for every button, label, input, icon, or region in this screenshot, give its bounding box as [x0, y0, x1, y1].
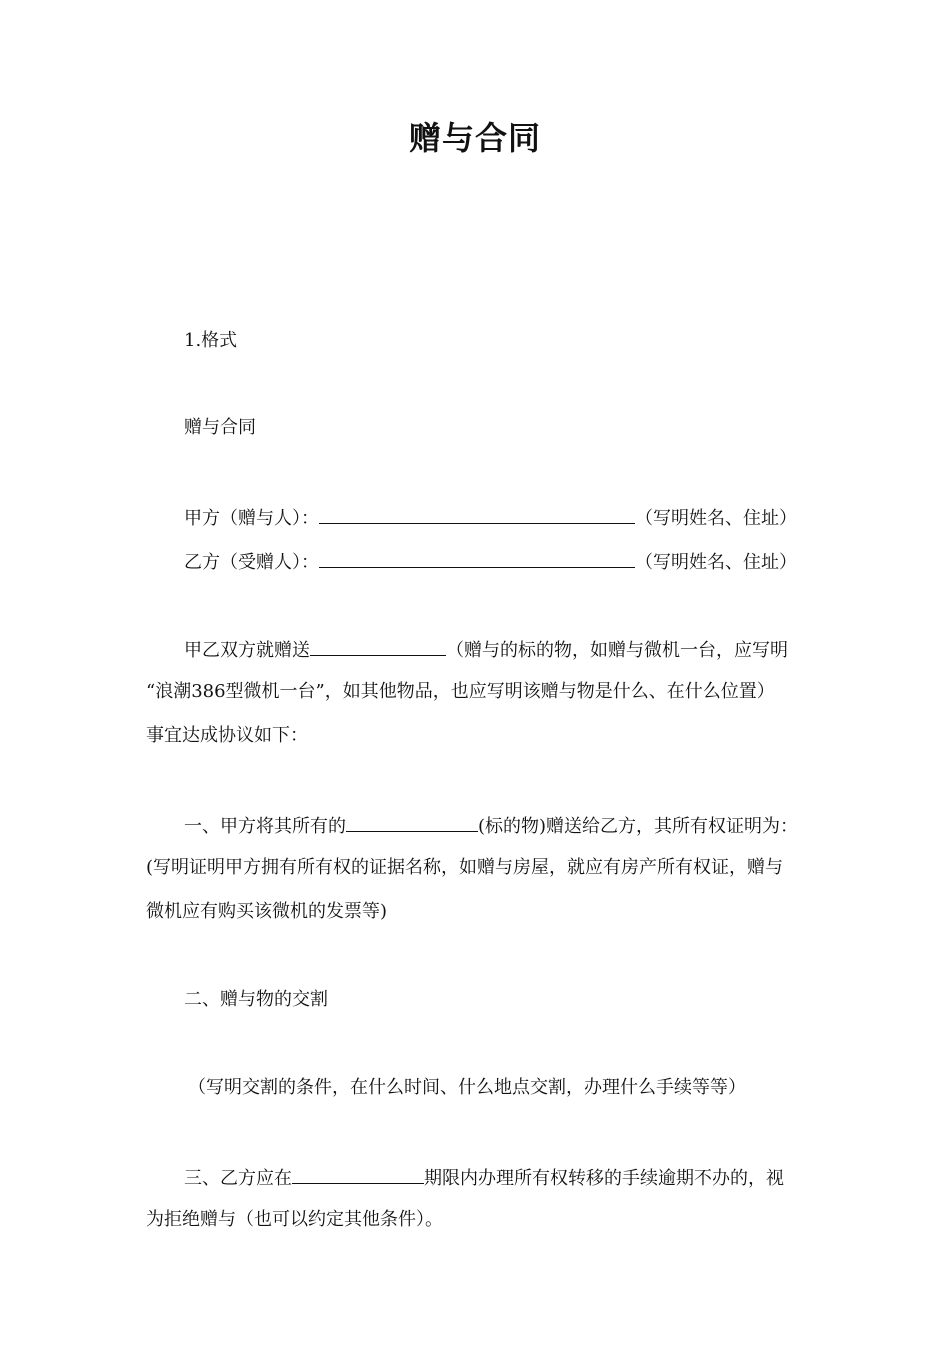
intro-line-1 [184, 635, 788, 664]
party-a-label: 甲方（赠与人）： [184, 508, 319, 529]
clause-3-line-1 [184, 1163, 784, 1192]
section-format-heading: 1.格式 [184, 330, 238, 351]
clause-1-suffix: (标的物)赠送给乙方，其所有权证明为： [478, 816, 799, 837]
clause-2-note: （写明交割的条件，在什么时间、什么地点交割，办理什么手续等等） [188, 1077, 746, 1098]
clause-1-line-2: (写明证明甲方拥有所有权的证据名称，如赠与房屋，就应有房产所有权证，赠与 [146, 857, 784, 878]
document-title: 赠与合同 [408, 119, 541, 157]
party-a-blank[interactable] [319, 503, 635, 524]
subject-matter-blank[interactable] [346, 811, 478, 832]
intro-line-2: “浪潮386型微机一台”，如其他物品，也应写明该赠与物是什么、在什么位置） [146, 681, 775, 702]
party-a-line [184, 503, 797, 532]
party-b-label: 乙方（受赠人）： [184, 552, 319, 573]
intro-suffix: （赠与的标的物，如赠与微机一台，应写明 [446, 640, 788, 661]
clause-1-prefix: 一、甲方将其所有的 [184, 816, 346, 837]
clause-1-line-3: 微机应有购买该微机的发票等) [146, 901, 388, 922]
clause-3-prefix: 三、乙方应在 [184, 1168, 292, 1189]
party-b-line [184, 547, 797, 576]
contract-subtitle: 赠与合同 [184, 417, 256, 438]
party-a-note: （写明姓名、住址） [635, 508, 797, 529]
gift-item-blank[interactable] [310, 635, 446, 656]
clause-3-suffix: 期限内办理所有权转移的手续逾期不办的，视 [424, 1168, 784, 1189]
clause-2-heading: 二、赠与物的交割 [184, 989, 328, 1010]
intro-prefix: 甲乙双方就赠送 [184, 640, 310, 661]
intro-line-3: 事宜达成协议如下： [146, 725, 308, 746]
party-b-blank[interactable] [319, 547, 635, 568]
party-b-note: （写明姓名、住址） [635, 552, 797, 573]
clause-3-line-2: 为拒绝赠与（也可以约定其他条件）。 [146, 1209, 443, 1230]
clause-1-line-1 [184, 811, 798, 840]
deadline-blank[interactable] [292, 1163, 424, 1184]
